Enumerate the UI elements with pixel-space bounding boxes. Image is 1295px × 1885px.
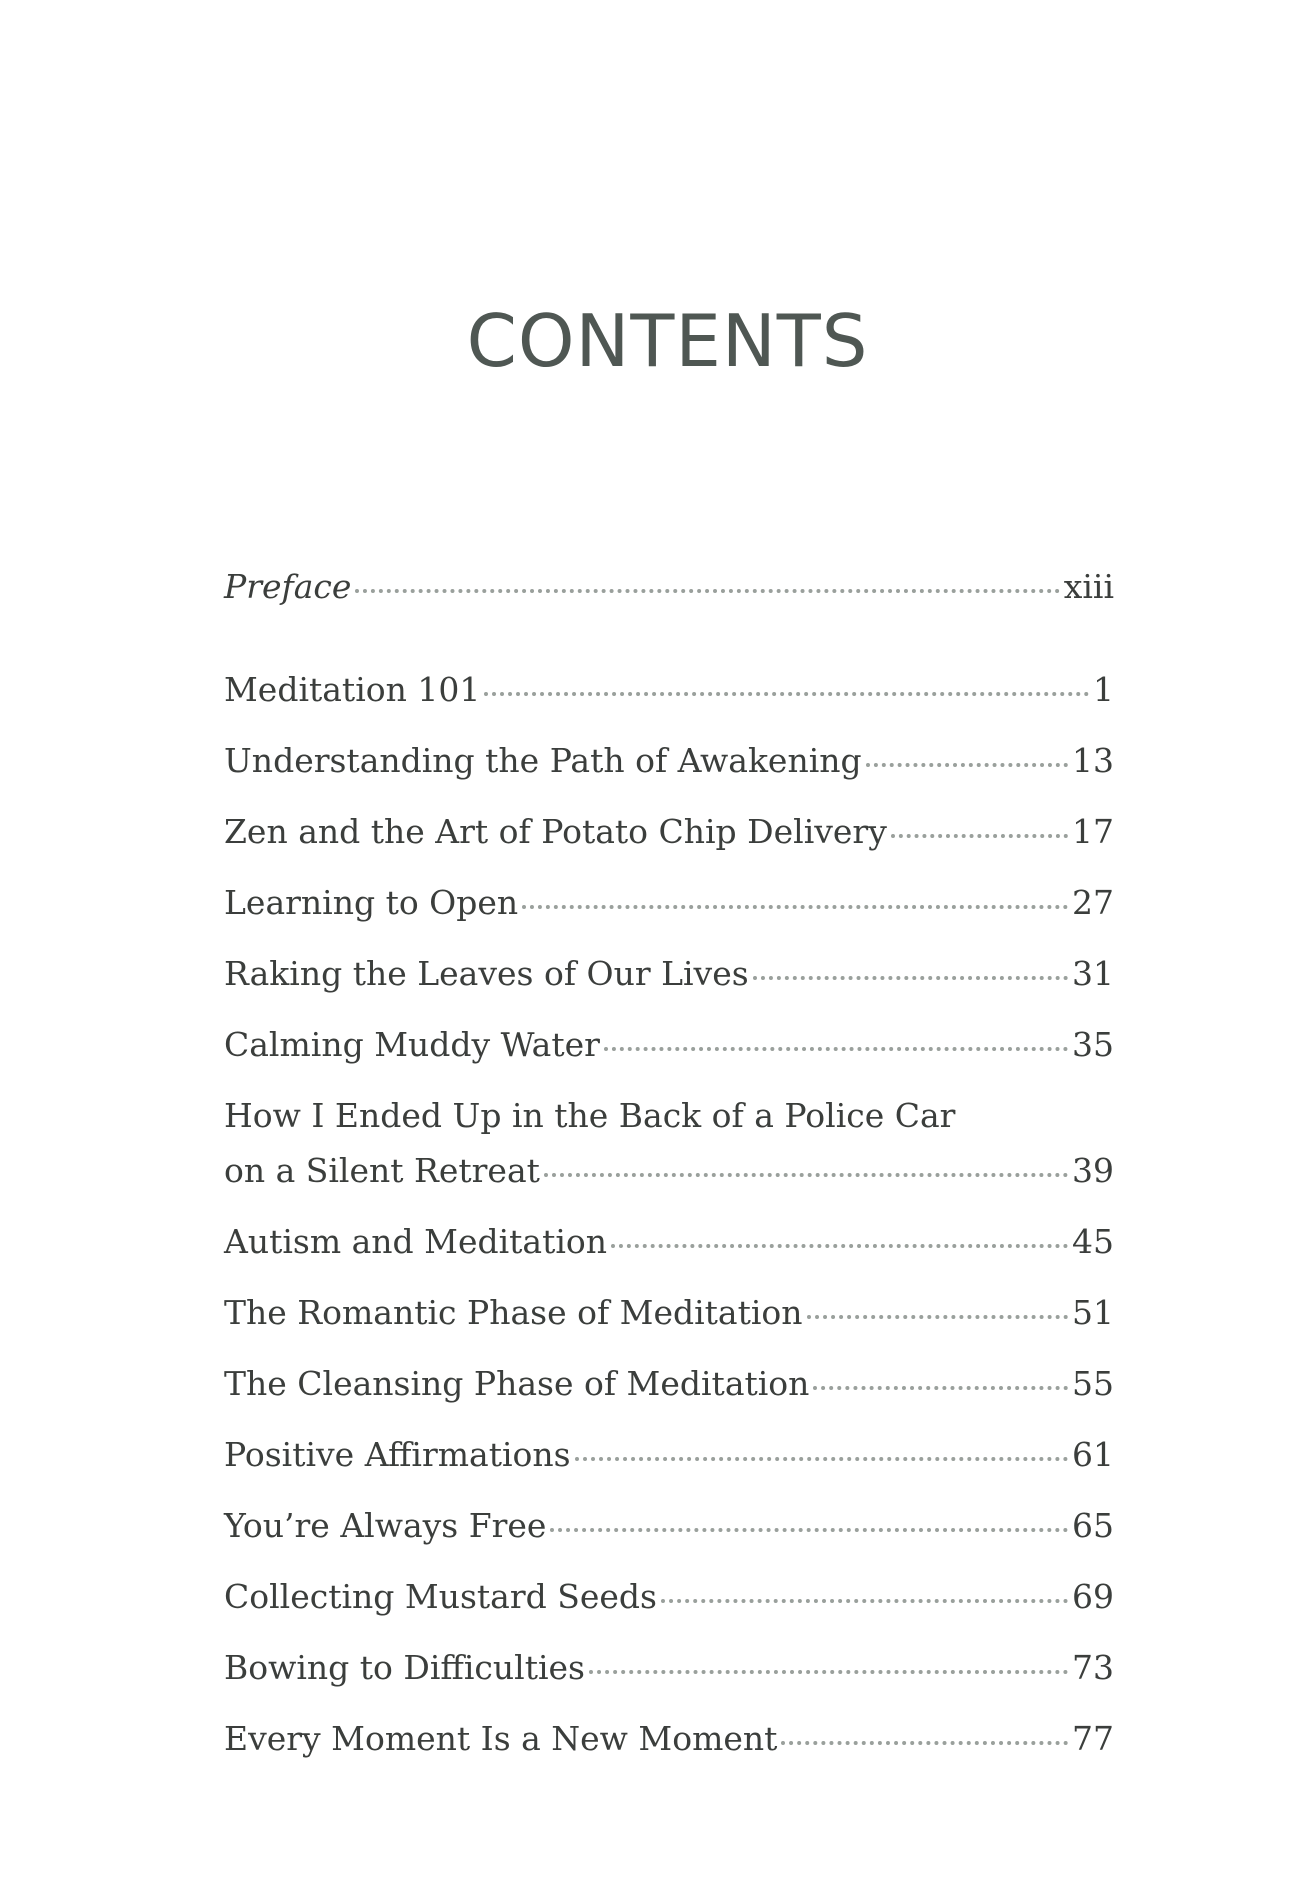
dot-leader — [604, 1047, 1068, 1051]
toc-entry-page: 51 — [1072, 1293, 1114, 1332]
toc-entry-page: 61 — [1072, 1435, 1114, 1474]
dot-leader — [611, 1244, 1068, 1248]
dot-leader — [753, 976, 1068, 980]
dot-leader — [813, 1386, 1068, 1390]
toc-entry[interactable] — [224, 954, 1114, 994]
dot-leader — [661, 1599, 1068, 1603]
toc-entry-page: 1 — [1093, 670, 1114, 709]
toc-entry-label-line2: on a Silent Retreat — [224, 1151, 540, 1190]
toc-entry-label: Zen and the Art of Potato Chip Delivery — [224, 812, 887, 851]
toc-entry-label: Meditation 101 — [224, 670, 481, 709]
toc-entry-page: xiii — [1063, 567, 1114, 606]
toc-entry-page: 73 — [1072, 1648, 1114, 1687]
toc-entry[interactable] — [224, 741, 1114, 781]
dot-leader — [589, 1670, 1068, 1674]
toc-entry-page: 69 — [1072, 1577, 1114, 1616]
toc-entry[interactable] — [224, 1293, 1114, 1333]
dot-leader — [891, 834, 1068, 838]
toc-entry-page: 77 — [1072, 1719, 1114, 1758]
toc-entry[interactable] — [224, 1506, 1114, 1546]
toc-entry-label: Raking the Leaves of Our Lives — [224, 954, 749, 993]
toc-entry-label: Positive Affirmations — [224, 1435, 571, 1474]
toc-entry-page: 65 — [1072, 1506, 1114, 1545]
toc-entry[interactable] — [224, 1435, 1114, 1475]
toc-entry[interactable] — [224, 1364, 1114, 1404]
toc-entry-page: 39 — [1072, 1151, 1114, 1190]
toc-entry-page: 17 — [1072, 812, 1114, 851]
toc-entry[interactable] — [224, 812, 1114, 852]
toc-entry-label: The Cleansing Phase of Meditation — [224, 1364, 810, 1403]
toc-entry-label: The Romantic Phase of Meditation — [224, 1293, 803, 1332]
toc-entry-label-line1: How I Ended Up in the Back of a Police Car — [224, 1096, 956, 1135]
toc-entry[interactable] — [224, 1577, 1114, 1617]
toc-entry-label: Understanding the Path of Awakening — [224, 741, 862, 780]
toc-entry-label: Preface — [224, 567, 352, 606]
toc-entry-label: Bowing to Difficulties — [224, 1648, 585, 1687]
toc-entry-page: 27 — [1072, 883, 1114, 922]
toc-entry-page: 35 — [1072, 1025, 1114, 1064]
dot-leader — [866, 763, 1068, 767]
toc-entry-label: Every Moment Is a New Moment — [224, 1719, 778, 1758]
toc-entry-page: 45 — [1072, 1222, 1114, 1261]
dot-leader — [522, 905, 1068, 909]
toc-entry-preface[interactable] — [224, 567, 1114, 607]
dot-leader — [575, 1457, 1068, 1461]
toc-entry[interactable] — [224, 1096, 1114, 1191]
dot-leader — [544, 1173, 1068, 1177]
toc-entry[interactable] — [224, 1222, 1114, 1262]
toc-entry-label: Calming Muddy Water — [224, 1025, 600, 1064]
toc-entry[interactable] — [224, 670, 1114, 710]
toc-entry-label: Autism and Meditation — [224, 1222, 608, 1261]
dot-leader — [807, 1315, 1068, 1319]
dot-leader — [550, 1528, 1068, 1532]
toc-entry-label: You’re Always Free — [224, 1506, 547, 1545]
toc-entry[interactable] — [224, 1648, 1114, 1688]
toc-entry-label: Collecting Mustard Seeds — [224, 1577, 657, 1616]
toc-entry-page: 55 — [1072, 1364, 1114, 1403]
dot-leader — [781, 1741, 1068, 1745]
dot-leader — [355, 589, 1059, 593]
toc-entry[interactable] — [224, 1719, 1114, 1759]
toc-entry-label: Learning to Open — [224, 883, 519, 922]
dot-leader — [484, 692, 1089, 696]
toc-entry[interactable] — [224, 1025, 1114, 1065]
page-title: CONTENTS — [466, 299, 869, 383]
toc-entry-page: 31 — [1072, 954, 1114, 993]
toc-entry-page: 13 — [1072, 741, 1114, 780]
toc-entry[interactable] — [224, 883, 1114, 923]
